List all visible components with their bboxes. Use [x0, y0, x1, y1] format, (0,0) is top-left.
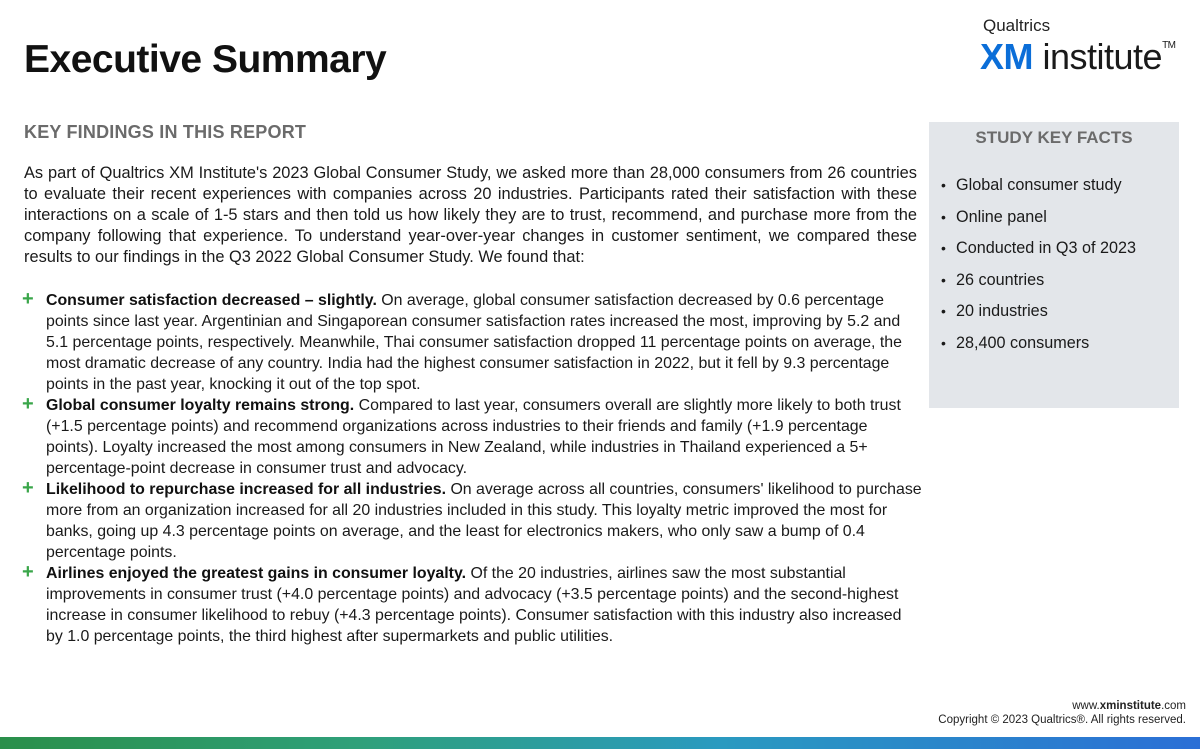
footer-url-prefix: www. [1072, 700, 1100, 712]
fact-item [941, 233, 1179, 265]
fact-item [941, 328, 1179, 360]
finding-item [22, 395, 922, 479]
finding-item [22, 290, 922, 395]
finding-item [22, 479, 922, 563]
fact-item [941, 296, 1179, 328]
footer-url-domain: xminstitute [1099, 700, 1162, 712]
fact-item [941, 265, 1179, 297]
fact-text: 28,400 consumers [956, 333, 1090, 352]
xm-institute-logo [980, 14, 1180, 84]
study-key-facts-panel [929, 122, 1179, 408]
finding-lead: Global consumer loyalty remains strong. [46, 397, 355, 414]
plus-icon: + [22, 393, 34, 415]
page-title: Executive Summary [24, 38, 387, 81]
fact-text: Conducted in Q3 of 2023 [956, 239, 1136, 257]
footer-url[interactable] [938, 699, 1186, 713]
logo-trademark: TM [1162, 40, 1176, 51]
plus-icon: + [22, 477, 34, 499]
logo-institute-text: institute [1033, 36, 1163, 77]
footer-copyright: Copyright © 2023 Qualtrics®. All rights reserved. [938, 714, 1186, 726]
plus-icon: + [22, 561, 34, 583]
finding-text: On average, global consumer satisfaction decreased by 0.6 percentage points since last year. Argentinian and Singaporean consumer satisfaction rates increased the most, improving by 5.2 and 5.1 percentage points, respectively. Meanwhile, Thai consumer satisfaction dropped 11 percentage points on average, the most dramatic decrease of any country. India had the highest consumer satisfaction in 2022, but it fell by 9.3 percentage points in the past year, knocking it out of the top spot. [46, 292, 902, 393]
fact-text: 20 industries [956, 302, 1048, 320]
bullet-icon: • [941, 271, 946, 288]
footer-url-suffix: .com [1161, 700, 1186, 712]
finding-lead: Consumer satisfaction decreased – slightly. [46, 292, 377, 309]
bullet-icon: • [941, 177, 946, 193]
plus-icon: + [22, 288, 34, 310]
bullet-icon: • [941, 240, 946, 256]
logo-qualtrics-text: Qualtrics [983, 16, 1051, 35]
bottom-gradient-bar [0, 737, 1200, 749]
fact-text: Global consumer study [956, 176, 1122, 194]
section-heading: KEY FINDINGS IN THIS REPORT [24, 122, 307, 142]
finding-text: Compared to last year, consumers overall are slightly more likely to both trust (+1.5 percentage points) and recommend organizations across industries to their friends and family (+1.9 percentage points). Loyalty increased the most among consumers in New Zealand, while industries in Thailand experienced a 5+ percentage-point decrease in consumer trust and advocacy. [46, 397, 901, 477]
finding-lead: Likelihood to repurchase increased for all industries. [46, 481, 447, 498]
bullet-icon: • [941, 303, 946, 319]
finding-item [22, 563, 922, 647]
logo-wordmark [980, 36, 1176, 78]
finding-lead: Airlines enjoyed the greatest gains in consumer loyalty. [46, 565, 467, 582]
finding-text: Of the 20 industries, airlines saw the most substantial improvements in consumer trust (+4.0 percentage points) and advocacy (+3.5 percentage points) and the second-highest increase in consumer likelihood to rebuy (+4.3 percentage points). Consumer satisfaction with this industry also increased by 1.0 percentage points, the third highest after supermarkets and public utilities. [46, 565, 902, 645]
fact-item [941, 202, 1179, 234]
fact-item [941, 170, 1179, 202]
finding-text: On average across all countries, consumers' likelihood to purchase more from an organization increased for all 20 industries included in this study. This loyalty metric improved the most for banks, going up 4.3 percentage points on average, and the least for electronics makers, who only saw a bump of 0.4 percentage points. [46, 481, 922, 561]
facts-list [929, 170, 1179, 359]
bullet-icon: • [941, 334, 946, 351]
logo-xm-text: XM [980, 36, 1033, 77]
facts-title: STUDY KEY FACTS [975, 128, 1133, 147]
findings-list [22, 290, 922, 647]
footer [938, 699, 1186, 727]
fact-text: 26 countries [956, 270, 1045, 289]
intro-paragraph: As part of Qualtrics XM Institute's 2023 Global Consumer Study, we asked more than 28,000 consumers from 26 countries to evaluate their recent experiences with companies across 20 industries. Participants rated their satisfaction with these interactions on a scale of 1-5 stars and then told us how likely they are to trust, recommend, and purchase more from the company following that experience. To understand year-over-year changes in customer sentiment, we compared these results to our findings in the Q3 2022 Global Consumer Study. We found that: [24, 164, 917, 266]
bullet-icon: • [941, 208, 946, 225]
fact-text: Online panel [956, 207, 1047, 226]
